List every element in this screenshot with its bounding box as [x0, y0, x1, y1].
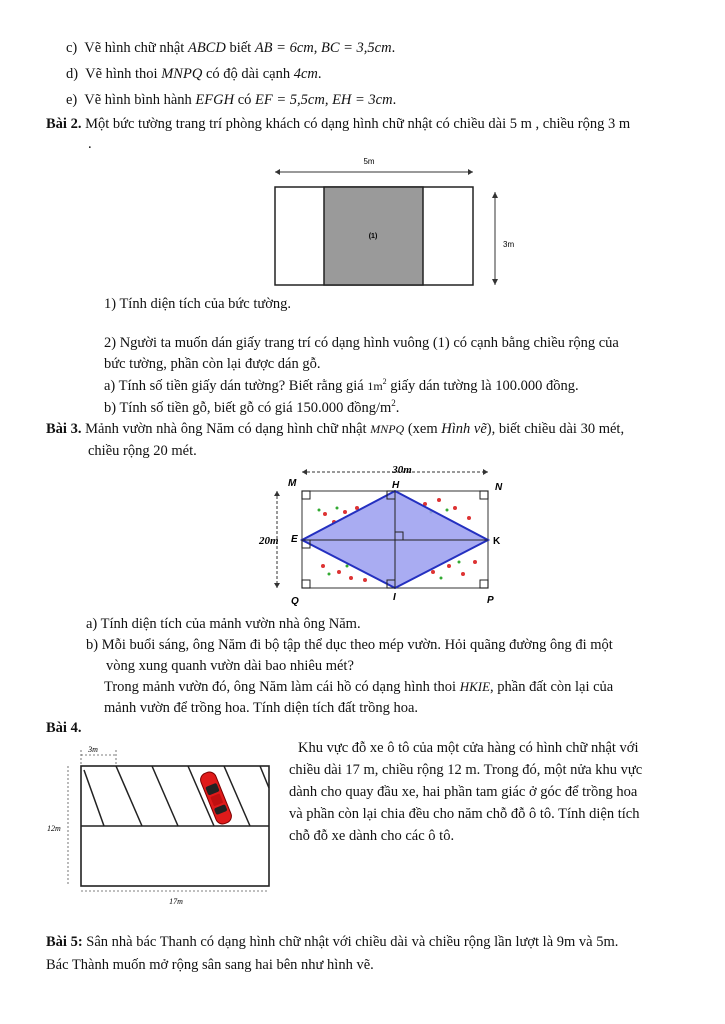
bai5-line1: Bài 5: Sân nhà bác Thanh có dạng hình chữ nhật với chiều dài và chiều rộng lần lượt là 9m và 5m. — [46, 934, 619, 950]
list-item-e: e) Vẽ hình bình hành EFGH có EF = 5,5cm, EH = 3cm. — [66, 92, 397, 108]
bai3-qb-line1: b) Mỗi buổi sáng, ông Năm đi bộ tập thể dục theo mép vườn. Hỏi quãng đường ông đi một — [86, 637, 613, 653]
bai2-q2a: a) Tính số tiền giấy dán tường? Biết rằng giá $1m^2$ giấy dán tường là 100.000 đồng. — [104, 377, 579, 394]
exercise-label: Bài 5: — [46, 934, 83, 950]
list-item-c: c) Vẽ hình chữ nhật ABCD biết AB = 6cm, BC = 3,5cm. — [66, 40, 396, 56]
bai4-line3: dành cho quay đầu xe, hai phần tam giác ở góc để trồng hoa — [289, 784, 638, 800]
bai4-line1: Khu vực đỗ xe ô tô của một cửa hàng có hình chữ nhật với — [298, 740, 639, 756]
lot-length-label: 17m — [169, 897, 183, 906]
bai4-line2: chiều dài 17 m, chiều rộng 12 m. Trong đó, một nửa khu vực — [289, 762, 643, 778]
parking-figure — [44, 738, 280, 910]
vertex-M: M — [288, 478, 297, 489]
vertex-H: H — [392, 480, 400, 491]
bai2-statement: Bài 2. Một bức tường trang trí phòng khách có dạng hình chữ nhật có chiều dài 5 m , chiều rộng 3 m — [46, 116, 631, 132]
wall-figure — [265, 152, 525, 292]
exercise-label: Bài 2. — [46, 116, 82, 132]
garden-figure — [255, 462, 515, 610]
garden-width-label: 20m — [259, 535, 279, 547]
bai2-q2-line1: 2) Người ta muốn dán giấy trang trí có dạng hình vuông (1) có cạnh bằng chiều rộng của — [104, 335, 619, 351]
vertex-E: E — [291, 534, 298, 545]
bai3-line2: chiều rộng 20 mét. — [88, 443, 197, 459]
bai3-qc-line2: mảnh vườn để trồng hoa. Tính diện tích đất trồng hoa. — [104, 700, 419, 716]
lot-width-label: 12m — [47, 824, 61, 833]
vertex-P: P — [487, 595, 494, 606]
bai4-line5: chỗ đỗ xe dành cho các ô tô. — [289, 828, 455, 844]
vertex-N: N — [495, 482, 503, 493]
bai3-statement: Bài 3. Mảnh vườn nhà ông Năm có dạng hình chữ nhật MNPQ (xem Hình vẽ), biết chiều dài 30 mét, — [46, 421, 625, 437]
bai3-qc-line1: Trong mảnh vườn đó, ông Năm làm cái hồ có dạng hình thoi HKIE, phần đất còn lại của — [104, 679, 614, 695]
bai3-qa: a) Tính diện tích của mảnh vườn nhà ông Năm. — [86, 616, 361, 632]
exercise-label: Bài 3. — [46, 421, 82, 437]
bai4-line4: và phần còn lại chia đều cho năm chỗ đỗ ô tô. Tính diện tích — [289, 806, 640, 822]
vertex-I: I — [393, 592, 396, 603]
bai2-dot: . — [88, 136, 92, 152]
wall-width-label: 3m — [503, 240, 515, 249]
list-item-d: d) Vẽ hình thoi MNPQ có độ dài cạnh 4cm. — [66, 66, 322, 82]
vertex-Q: Q — [291, 596, 299, 607]
slot-width-label: 3m — [88, 745, 98, 754]
bai5-line2: Bác Thành muốn mở rộng sân sang hai bên như hình vẽ. — [46, 957, 374, 973]
vertex-K: K — [493, 536, 501, 547]
garden-length-label: 30m — [392, 464, 412, 476]
exercise-label: Bài 4. — [46, 720, 82, 736]
bai2-q1: 1) Tính diện tích của bức tường. — [104, 296, 292, 312]
bai2-q2b: b) Tính số tiền gỗ, biết gỗ có giá 150.000 đồng/$m^2$. — [104, 398, 400, 416]
bai2-q2-line2: bức tường, phần còn lại được dán gỗ. — [104, 356, 321, 372]
wall-length-label: 5m — [363, 157, 375, 166]
bai3-qb-line2: vòng xung quanh vườn dài bao nhiêu mét? — [106, 658, 354, 674]
square-label: (1) — [368, 233, 378, 240]
